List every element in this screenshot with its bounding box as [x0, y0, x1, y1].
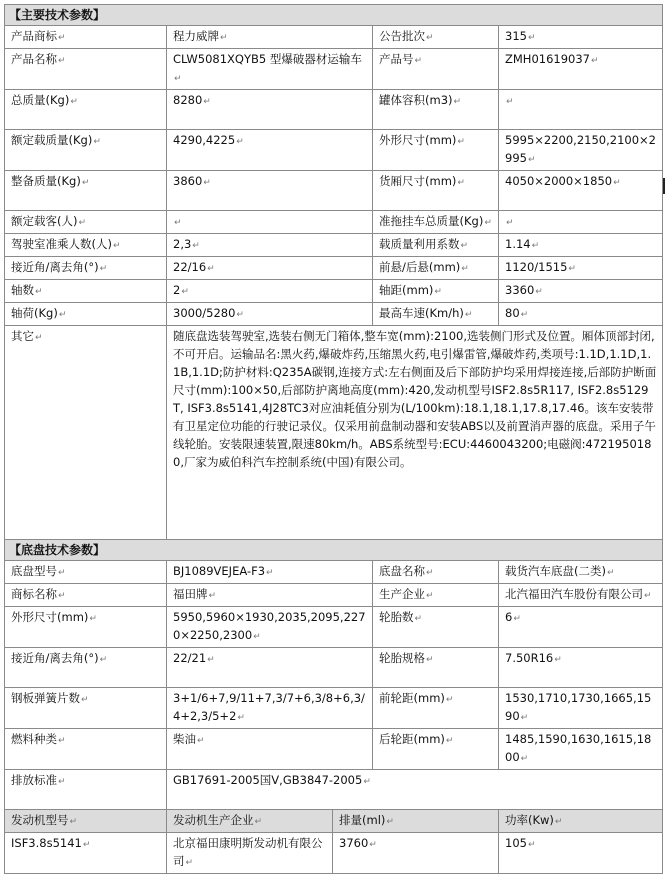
section-title [5, 540, 663, 561]
table-row [5, 648, 663, 688]
param-label [373, 584, 499, 607]
param-label-text: 整备质量(Kg) [11, 174, 81, 188]
section-header-row [5, 5, 663, 26]
param-value [167, 90, 373, 130]
param-label [373, 257, 499, 280]
paragraph-mark: ↵ [520, 754, 529, 764]
section-title-text: 【底盘技术参数】 [9, 543, 106, 557]
paragraph-mark: ↵ [369, 840, 377, 850]
param-value-text: 5950,5960×1930,2035,2095,2270×2250,2300 [173, 610, 366, 642]
paragraph-mark: ↵ [464, 310, 473, 320]
paragraph-mark: ↵ [484, 218, 492, 228]
param-value [499, 130, 663, 171]
param-value-text: 4050×2000×1850 [505, 174, 613, 188]
param-value-text: 3+1/6+7,9/11+7,3/7+6,3/8+6,3/4+2,3/5+2 [173, 691, 365, 723]
param-label-text: 前悬/后悬(mm) [379, 260, 461, 274]
param-label [5, 90, 167, 130]
section-header-row [5, 540, 663, 561]
param-label [5, 26, 167, 49]
paragraph-mark: ↵ [237, 713, 245, 723]
param-label [5, 280, 167, 303]
paragraph-mark: ↵ [590, 56, 599, 66]
param-value-text: 柴油 [173, 732, 196, 746]
param-label [373, 729, 499, 770]
param-label [373, 130, 499, 171]
param-label-text: 额定载客(人) [11, 214, 78, 228]
spec-table [4, 4, 663, 874]
emission-value-text: GB17691-2005国V,GB3847-2005 [173, 773, 363, 787]
paragraph-mark: ↵ [236, 137, 244, 147]
paragraph-mark: ↵ [236, 310, 244, 320]
param-label-text: 产品号 [379, 52, 414, 66]
param-value [499, 729, 663, 770]
section-title [5, 5, 663, 26]
param-value [167, 729, 373, 770]
power-value-text: 105 [505, 836, 527, 850]
paragraph-mark: ↵ [58, 56, 66, 66]
paragraph-mark: ↵ [89, 614, 97, 624]
paragraph-mark: ↵ [414, 56, 423, 66]
param-value [167, 234, 373, 257]
paragraph-mark: ↵ [461, 264, 469, 274]
paragraph-mark: ↵ [58, 568, 66, 578]
power-header-text: 功率(Kw) [505, 813, 554, 827]
param-label-text: 最高车速(Km/h) [379, 306, 464, 320]
param-value [167, 171, 373, 211]
table-row [5, 26, 663, 49]
param-value-text: 5995×2200,2150,2100×2995 [505, 133, 656, 165]
param-label [373, 303, 499, 326]
displacement-header [333, 810, 499, 833]
paragraph-mark: ↵ [69, 817, 78, 827]
param-value-text: 程力威牌 [173, 29, 219, 43]
paragraph-mark: ↵ [35, 333, 43, 343]
param-label-text: 底盘名称 [379, 564, 425, 578]
paragraph-mark: ↵ [81, 695, 89, 705]
table-row [5, 130, 663, 171]
param-label [373, 280, 499, 303]
paragraph-mark: ↵ [535, 287, 543, 297]
paragraph-mark: ↵ [520, 713, 529, 723]
table-row [5, 303, 663, 326]
engine-model-value [5, 833, 167, 874]
paragraph-mark: ↵ [513, 614, 521, 624]
param-value [499, 234, 663, 257]
paragraph-mark: ↵ [506, 218, 514, 228]
param-value-text: ZMH01619037 [505, 52, 590, 66]
param-label-text: 轮胎规格 [379, 651, 425, 665]
param-value [499, 257, 663, 280]
paragraph-mark: ↵ [426, 655, 434, 665]
paragraph-mark: ↵ [554, 655, 562, 665]
cursor-mark [663, 178, 665, 194]
param-label [5, 648, 167, 688]
paragraph-mark: ↵ [58, 591, 66, 601]
table-row [5, 257, 663, 280]
paragraph-mark: ↵ [434, 287, 442, 297]
param-label [373, 607, 499, 648]
param-label-text: 前轮距(mm) [379, 691, 445, 705]
paragraph-mark: ↵ [426, 33, 434, 43]
param-value [499, 211, 663, 234]
engine-model-header-text: 发动机型号 [11, 813, 69, 827]
param-label [5, 211, 167, 234]
param-label [5, 561, 167, 584]
param-label [5, 49, 167, 90]
param-value [167, 688, 373, 729]
paragraph-mark: ↵ [203, 178, 211, 188]
engine-model-value-text: ISF3.8s5141 [11, 836, 82, 850]
table-row [5, 688, 663, 729]
paragraph-mark: ↵ [174, 74, 182, 84]
param-label-text: 钢板弹簧片数 [11, 691, 80, 705]
section-title-text: 【主要技术参数】 [9, 8, 106, 22]
displacement-header-text: 排量(ml) [339, 813, 386, 827]
paragraph-mark: ↵ [82, 840, 91, 850]
param-value [167, 607, 373, 648]
param-label-text: 燃料种类 [11, 732, 57, 746]
param-label-text: 底盘型号 [11, 564, 57, 578]
param-value [167, 130, 373, 171]
paragraph-mark: ↵ [203, 97, 211, 107]
paragraph-mark: ↵ [506, 97, 514, 107]
param-value [167, 280, 373, 303]
param-label [5, 234, 167, 257]
table-row [5, 280, 663, 303]
paragraph-mark: ↵ [112, 241, 121, 251]
paragraph-mark: ↵ [207, 655, 215, 665]
paragraph-mark: ↵ [363, 777, 371, 787]
param-label [373, 234, 499, 257]
param-value-text: 3860 [173, 174, 203, 188]
param-value [499, 26, 663, 49]
param-value-text: 7.50R16 [505, 651, 554, 665]
paragraph-mark: ↵ [568, 264, 576, 274]
param-value [167, 49, 373, 90]
paragraph-mark: ↵ [527, 155, 536, 165]
param-value-text: 6 [505, 610, 513, 624]
paragraph-mark: ↵ [644, 591, 652, 601]
other-label-text: 其它 [11, 329, 34, 343]
param-value-text: 载货汽车底盘(二类) [505, 564, 606, 578]
table-row [5, 171, 663, 211]
param-value-text: 1120/1515 [505, 260, 568, 274]
engine-header-row [5, 810, 663, 833]
param-value-text: 1.14 [505, 237, 531, 251]
param-label [5, 584, 167, 607]
param-label-text: 产品名称 [11, 52, 57, 66]
paragraph-mark: ↵ [35, 287, 43, 297]
paragraph-mark: ↵ [453, 97, 462, 107]
param-label-text: 外形尺寸(mm) [11, 610, 89, 624]
param-value [167, 26, 373, 49]
param-value [499, 90, 663, 130]
param-label-text: 后轮距(mm) [379, 732, 445, 746]
paragraph-mark: ↵ [460, 241, 469, 251]
param-value [499, 561, 663, 584]
param-label [5, 171, 167, 211]
param-label [5, 257, 167, 280]
paragraph-mark: ↵ [527, 33, 536, 43]
param-label-text: 驾驶室准乘人数(人) [11, 237, 112, 251]
paragraph-mark: ↵ [58, 310, 67, 320]
engine-model-header [5, 810, 167, 833]
param-value [499, 584, 663, 607]
param-label-text: 额定载质量(Kg) [11, 133, 93, 147]
param-label-text: 生产企业 [379, 587, 425, 601]
engine-maker-value-text: 北京福田康明斯发动机有限公司 [173, 836, 323, 868]
param-value-text: 3360 [505, 283, 535, 297]
paragraph-mark: ↵ [426, 568, 434, 578]
param-value-text: 1530,1710,1730,1665,1590 [505, 691, 652, 723]
paragraph-mark: ↵ [81, 178, 90, 188]
param-value-text: 315 [505, 29, 527, 43]
power-value [499, 833, 663, 874]
table-row [5, 90, 663, 130]
param-label [373, 26, 499, 49]
paragraph-mark: ↵ [78, 218, 87, 228]
paragraph-mark: ↵ [99, 655, 108, 665]
param-label [5, 303, 167, 326]
param-label-text: 轴数 [11, 283, 34, 297]
param-label-text: 公告批次 [379, 29, 425, 43]
table-row [5, 584, 663, 607]
paragraph-mark: ↵ [527, 840, 536, 850]
paragraph-mark: ↵ [457, 178, 465, 188]
other-text-text: 随底盘选装驾驶室,选装右侧无门箱体,整车宽(mm):2100,选装侧门形式及位置。厢体顶部封闭,不可开启。运输品名:黑火药,爆破炸药,压缩黑火药,电引爆雷管,爆破炸药,类项号:1.1D,1.1D,1.1B,1.1D;防护材料:Q235A碳钢,连接方式:左右侧面及后下部防护均采用焊接连接,后部防护断面尺寸(mm):100×50,后部防护离地高度(mm):420,发动机型号ISF2.8s5R117, ISF2.8s5129T, ISF3.8s5141,4J28TC3对应油耗值分别为(L/100km):18.1,18.1,17.8,17.46。该车安装带有卫星定位功能的行驶记录仪。仅采用前盘制动器和安装ABS以及前置消声器的底盘。采用子午线轮胎。安装限速装置,限速80km/h。ABS系统型号:ECU:4460043200;电磁阀:4721950180,厂家为威伯科汽车控制系统(中国)有限公司。 [173, 329, 657, 469]
paragraph-mark: ↵ [266, 568, 274, 578]
paragraph-mark: ↵ [58, 777, 66, 787]
paragraph-mark: ↵ [445, 695, 454, 705]
param-value-text: 3000/5280 [173, 306, 236, 320]
displacement-value-text: 3760 [339, 836, 369, 850]
param-label-text: 准拖挂车总质量(Kg) [379, 214, 484, 228]
paragraph-mark: ↵ [181, 287, 189, 297]
emission-value [167, 770, 663, 810]
param-label-text: 罐体容积(m3) [379, 93, 453, 107]
table-row [5, 729, 663, 770]
param-value [499, 171, 663, 211]
paragraph-mark: ↵ [99, 264, 108, 274]
param-value [167, 211, 373, 234]
param-value-text: 4290,4225 [173, 133, 236, 147]
param-label [5, 607, 167, 648]
param-value-text: 22/21 [173, 651, 207, 665]
param-label-text: 总质量(Kg) [11, 93, 70, 107]
param-value [167, 303, 373, 326]
table-row [5, 607, 663, 648]
table-row [5, 234, 663, 257]
paragraph-mark: ↵ [208, 591, 217, 601]
paragraph-mark: ↵ [457, 137, 465, 147]
param-value [499, 49, 663, 90]
param-value [499, 648, 663, 688]
param-label [373, 561, 499, 584]
emission-label-text: 排放标准 [11, 773, 57, 787]
engine-maker-header-text: 发动机生产企业 [173, 813, 254, 827]
paragraph-mark: ↵ [220, 33, 228, 43]
param-label [373, 171, 499, 211]
param-value-text: 22/16 [173, 260, 207, 274]
param-label [373, 688, 499, 729]
paragraph-mark: ↵ [445, 736, 454, 746]
param-value [167, 648, 373, 688]
paragraph-mark: ↵ [197, 736, 205, 746]
param-label [5, 130, 167, 171]
param-value-text: 2 [173, 283, 181, 297]
paragraph-mark: ↵ [58, 33, 66, 43]
paragraph-mark: ↵ [613, 178, 621, 188]
displacement-value [333, 833, 499, 874]
param-label [373, 49, 499, 90]
param-value-text: 80 [505, 306, 520, 320]
engine-maker-value [167, 833, 333, 874]
param-value [499, 303, 663, 326]
table-row [5, 561, 663, 584]
param-label [5, 729, 167, 770]
paragraph-mark: ↵ [70, 97, 78, 107]
paragraph-mark: ↵ [185, 858, 194, 868]
param-label-text: 轴距(mm) [379, 283, 434, 297]
param-value [167, 561, 373, 584]
param-label-text: 接近角/离去角(°) [11, 651, 99, 665]
param-value-text: BJ1089VEJEA-F3 [173, 564, 266, 578]
paragraph-mark: ↵ [253, 632, 261, 642]
param-label-text: 接近角/离去角(°) [11, 260, 99, 274]
table-row [5, 211, 663, 234]
param-value [167, 257, 373, 280]
param-label [373, 90, 499, 130]
param-value [499, 607, 663, 648]
paragraph-mark: ↵ [192, 241, 200, 251]
param-label-text: 轮胎数 [379, 610, 414, 624]
param-value [167, 584, 373, 607]
param-value [499, 280, 663, 303]
paragraph-mark: ↵ [58, 736, 66, 746]
param-label [5, 688, 167, 729]
power-header [499, 810, 663, 833]
engine-maker-header [167, 810, 333, 833]
engine-data-row [5, 833, 663, 874]
param-label [373, 211, 499, 234]
other-text [167, 326, 663, 540]
paragraph-mark: ↵ [531, 241, 540, 251]
param-label-text: 轴荷(Kg) [11, 306, 58, 320]
param-value [499, 688, 663, 729]
param-value-text: 2,3 [173, 237, 192, 251]
paragraph-mark: ↵ [174, 218, 182, 228]
param-value-text: 福田牌 [173, 587, 208, 601]
param-label-text: 货厢尺寸(mm) [379, 174, 457, 188]
param-label-text: 产品商标 [11, 29, 57, 43]
paragraph-mark: ↵ [426, 591, 434, 601]
paragraph-mark: ↵ [606, 568, 615, 578]
paragraph-mark: ↵ [554, 817, 563, 827]
paragraph-mark: ↵ [414, 614, 423, 624]
paragraph-mark: ↵ [93, 137, 101, 147]
paragraph-mark: ↵ [520, 310, 529, 320]
paragraph-mark: ↵ [254, 817, 263, 827]
param-value-text: 1485,1590,1630,1615,1800 [505, 732, 652, 764]
paragraph-mark: ↵ [386, 817, 394, 827]
table-row [5, 49, 663, 90]
param-label-text: 外形尺寸(mm) [379, 133, 457, 147]
other-label [5, 326, 167, 540]
param-value-text: 北汽福田汽车股份有限公司 [505, 587, 643, 601]
emission-row [5, 770, 663, 810]
emission-label [5, 770, 167, 810]
param-label [373, 648, 499, 688]
param-label-text: 载质量利用系数 [379, 237, 460, 251]
paragraph-mark: ↵ [207, 264, 215, 274]
param-value-text: 8280 [173, 93, 203, 107]
param-label-text: 商标名称 [11, 587, 57, 601]
other-row [5, 326, 663, 540]
param-value-text: CLW5081XQYB5 型爆破器材运输车 [173, 52, 362, 66]
